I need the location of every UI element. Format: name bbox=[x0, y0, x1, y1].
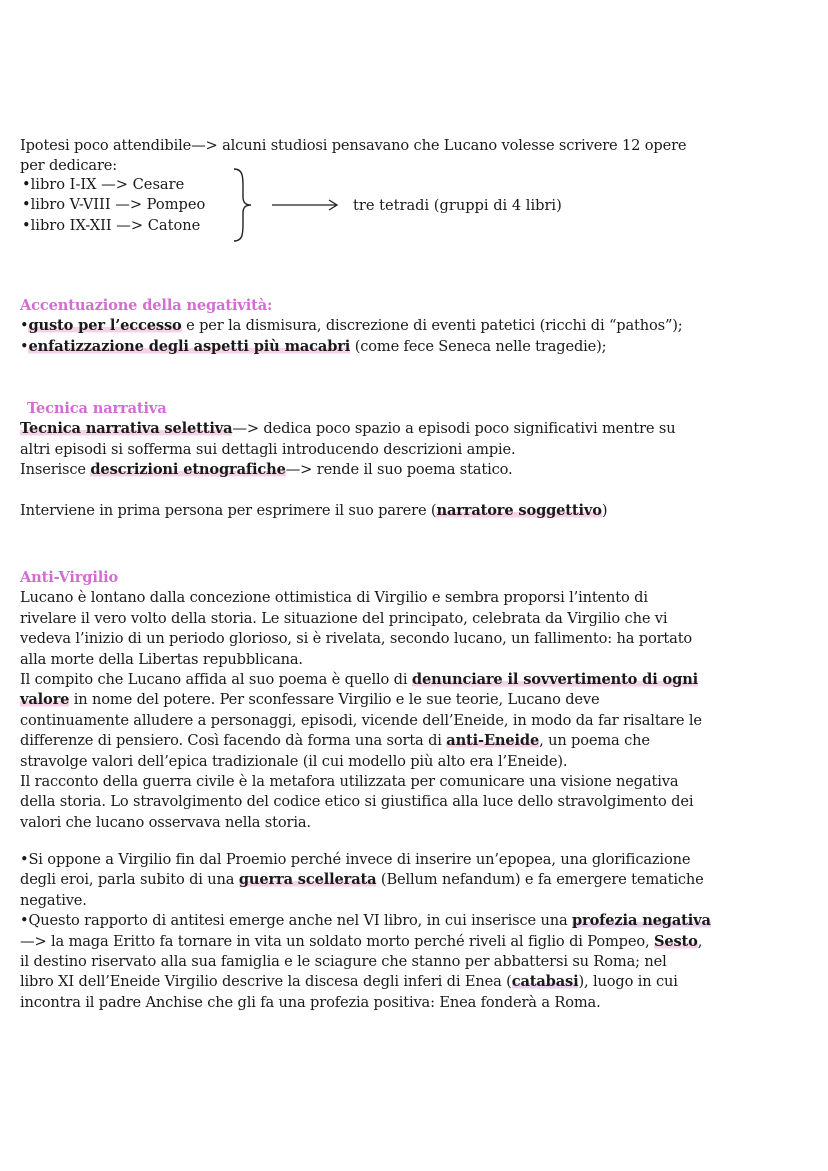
negativita-bullet-2: •enfatizzazione degli aspetti più macabri (come fece Seneca nelle tragedie); bbox=[20, 337, 607, 355]
negativita-bullet-1-bold: gusto per l’eccesso bbox=[28, 317, 182, 335]
para3-line: della storia. Lo stravolgimento del codice etico si giustifica alla luce dello stravolgimento dei bbox=[20, 793, 694, 811]
bullet2-line-4-text: ), luogo in cui bbox=[578, 973, 678, 991]
para3-line: Il racconto della guerra civile è la metafora utilizzata per comunicare una visione negativa bbox=[20, 773, 679, 791]
tecnica-narratore bbox=[20, 501, 810, 521]
intro-section bbox=[20, 136, 810, 177]
negativita-bullet-2-bold: enfatizzazione degli aspetti più macabri bbox=[28, 337, 351, 355]
book-list bbox=[22, 175, 205, 236]
bullet2-line-5: incontra il padre Anchise che gli fa una profezia positiva: Enea fonderà a Roma. bbox=[20, 993, 601, 1011]
tetradi-result: tre tetradi (gruppi di 4 libri) bbox=[353, 197, 562, 214]
bullet2-line-2 bbox=[20, 932, 810, 952]
tecnica-heading: Tecnica narrativa bbox=[27, 400, 167, 417]
para1-line: rivelare il vero volto della storia. Le situazione del principato, celebrata da Virgilio che vi bbox=[20, 609, 668, 627]
book-item-pompeo: •libro V-VIII —> Pompeo bbox=[22, 196, 206, 214]
para1-line: Lucano è lontano dalla concezione ottimistica di Virgilio e sembra proporsi l’intento di bbox=[20, 589, 648, 607]
antivirgilio-bullets bbox=[20, 850, 810, 1013]
para2-line-2-text: in nome del potere. Per sconfessare Virgilio e le sue teorie, Lucano deve bbox=[69, 691, 600, 709]
tecnica-line-4 bbox=[20, 501, 810, 521]
para2-line-4 bbox=[20, 731, 810, 751]
para2-line-5: stravolge valori dell’epica tradizionale (il cui modello più alto era l’Eneide). bbox=[20, 752, 568, 770]
bullet1-line-1: •Si oppone a Virgilio fin dal Proemio perché invece di inserire un’epopea, una glorificazione bbox=[20, 851, 691, 868]
sovvertimento-bold: denunciare il sovvertimento di ogni bbox=[411, 671, 699, 689]
para2-line-1-pre: Il compito che Lucano affida al suo poema è quello di bbox=[20, 671, 412, 689]
para1-line: alla morte della Libertas repubblicana. bbox=[20, 650, 303, 668]
antivirgilio-heading: Anti-Virgilio bbox=[20, 569, 119, 586]
para2-line-4-pre: differenze di pensiero. Così facendo dà forma una sorta di bbox=[20, 732, 447, 750]
bullet2-line-2-text: , bbox=[697, 932, 703, 950]
bullet1-line-2-pre: degli eroi, parla subito di una bbox=[20, 871, 239, 889]
bullet2-line-1 bbox=[20, 911, 810, 931]
tecnica-line-4-post: ) bbox=[601, 502, 608, 519]
negativita-section bbox=[20, 296, 810, 357]
narratore-soggettivo-bold: narratore soggettivo bbox=[436, 502, 602, 519]
tecnica-line-1-text: —> dedica poco spazio a episodi poco significativi mentre su bbox=[232, 420, 676, 438]
bullet2-line-4-pre: libro XI dell’Eneide Virgilio descrive la discesa degli inferi di Enea ( bbox=[20, 973, 512, 991]
bullet2-line-4 bbox=[20, 972, 810, 992]
antivirgilio-section bbox=[20, 568, 810, 833]
tecnica-line-4-pre: Interviene in prima persona per esprimere il suo parere ( bbox=[20, 502, 437, 519]
catabasi-bold: catabasi bbox=[511, 973, 579, 991]
guerra-scellerata-bold: guerra scellerata bbox=[238, 871, 377, 889]
tecnica-line-3-text: —> rende il suo poema statico. bbox=[285, 461, 513, 479]
tecnica-line-3-pre: Inserisce bbox=[20, 461, 91, 479]
negativita-heading: Accentuazione della negatività: bbox=[20, 297, 273, 314]
intro-line-2: per dedicare: bbox=[20, 157, 118, 175]
etnografiche-bold: descrizioni etnografiche bbox=[90, 461, 286, 479]
para3-line: valori che lucano osservava nella storia. bbox=[20, 813, 311, 831]
book-item-catone: •libro IX-XII —> Catone bbox=[22, 216, 201, 234]
tecnica-selettiva-bold: Tecnica narrativa selettiva bbox=[20, 420, 233, 438]
para2-line-2 bbox=[20, 690, 810, 710]
tecnica-line-1 bbox=[20, 419, 810, 439]
bullet2-line-3: il destino riservato alla sua famiglia e le sciagure che stanno per abbattersi su Roma; nel bbox=[20, 953, 667, 971]
valore-bold: valore bbox=[20, 691, 70, 709]
tecnica-section bbox=[20, 399, 810, 481]
anti-eneide-bold: anti-Eneide bbox=[446, 732, 540, 750]
intro-line-1: Ipotesi poco attendibile—> alcuni studiosi pensavano che Lucano volesse scrivere 12 opere bbox=[20, 137, 687, 154]
long-arrow-icon bbox=[270, 198, 340, 212]
bullet2-line-1-pre: •Questo rapporto di antitesi emerge anche nel VI libro, in cui inserisce una bbox=[20, 912, 572, 930]
book-item-cesare: •libro I-IX —> Cesare bbox=[22, 176, 185, 193]
bullet1-line-2-text: (Bellum nefandum) e fa emergere tematiche bbox=[376, 871, 704, 889]
curly-brace-icon bbox=[228, 165, 254, 245]
profezia-negativa-bold: profezia negativa bbox=[571, 912, 711, 930]
bullet1-line-3: negative. bbox=[20, 891, 87, 909]
negativita-bullet-1-text: e per la dismisura, discrezione di eventi patetici (ricchi di “pathos”); bbox=[181, 317, 683, 335]
negativita-bullet-1: •gusto per l’eccesso e per la dismisura, discrezione di eventi patetici (ricchi di “pathos”); bbox=[20, 317, 683, 335]
para1-line: vedeva l’inizio di un periodo glorioso, si è rivelata, secondo lucano, un fallimento: ha portato bbox=[20, 630, 693, 648]
bullet2-line-2-pre: —> la maga Eritto fa tornare in vita un soldato morto perché riveli al figlio di Pompeo, bbox=[20, 932, 654, 950]
sesto-bold: Sesto bbox=[653, 932, 698, 950]
tecnica-line-2: altri episodi si sofferma sui dettagli introducendo descrizioni ampie. bbox=[20, 440, 516, 458]
tecnica-line-3 bbox=[20, 460, 810, 480]
bullet1-line-2 bbox=[20, 870, 810, 890]
para2-line-3: continuamente alludere a personaggi, episodi, vicende dell’Eneide, in modo da far risaltare le bbox=[20, 711, 702, 729]
negativita-bullet-2-text: (come fece Seneca nelle tragedie); bbox=[350, 337, 607, 355]
para2-line-1 bbox=[20, 670, 810, 690]
para2-line-4-text: , un poema che bbox=[539, 732, 650, 750]
